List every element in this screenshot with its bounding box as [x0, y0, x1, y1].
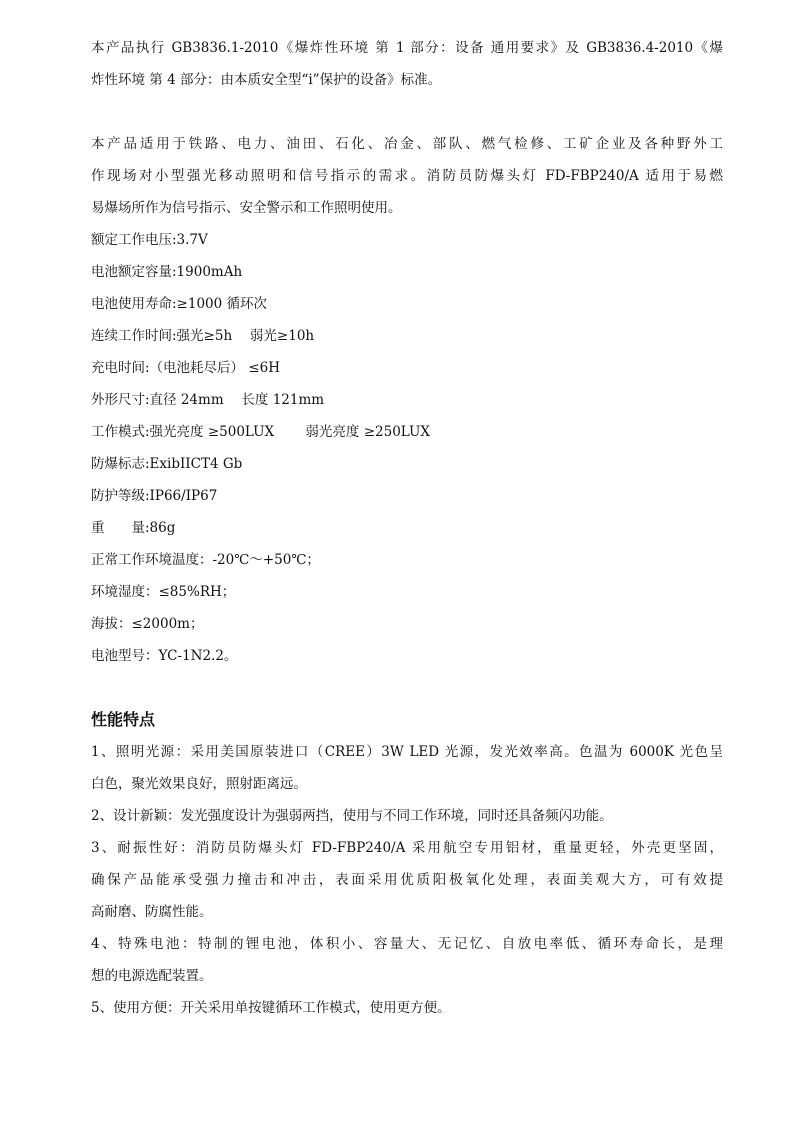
spec-altitude: 海拔：≤2000m；	[91, 616, 204, 632]
spec-ambient-temperature: 正常工作环境温度：-20℃～+50℃；	[91, 552, 320, 568]
feature-line: 4、特殊电池：特制的锂电池，体积小、容量大、无记忆、自放电率低、循环寿命长，是理	[91, 936, 723, 952]
features-heading: 性能特点	[91, 710, 156, 729]
spec-protection-grade: 防护等级:IP66/IP67	[91, 488, 218, 504]
spec-battery-capacity: 电池额定容量:1900mAh	[91, 264, 243, 280]
feature-line: 5、使用方便：开关采用单按键循环工作模式，使用更方便。	[91, 1000, 451, 1016]
feature-line: 3、耐振性好：消防员防爆头灯 FD-FBP240/A 采用航空专用铝材，重量更轻，外壳更坚固，	[91, 840, 723, 856]
application-paragraph-line: 易爆场所作为信号指示、安全警示和工作照明使用。	[91, 200, 402, 216]
spec-humidity: 环境湿度：≤85%RH；	[91, 584, 236, 600]
standard-paragraph-line: 本产品执行 GB3836.1-2010《爆炸性环境 第 1 部分：设备 通用要求》及 GB3836.4-2010《爆	[91, 40, 723, 56]
feature-line: 高耐磨、防腐性能。	[91, 904, 213, 920]
spec-weight: 重 量:86g	[91, 520, 176, 536]
spec-explosion-mark: 防爆标志:ExibIICT4 Gb	[91, 456, 243, 472]
spec-battery-life: 电池使用寿命:≥1000 循环次	[91, 296, 268, 312]
application-paragraph-line: 本产品适用于铁路、电力、油田、石化、冶金、部队、燃气检修、工矿企业及各种野外工	[91, 136, 723, 152]
spec-battery-model: 电池型号：YC-1N2.2。	[91, 648, 238, 664]
feature-line: 确保产品能承受强力撞击和冲击，表面采用优质阳极氧化处理，表面美观大方，可有效提	[91, 872, 723, 888]
spec-charge-time: 充电时间:（电池耗尽后） ≤6H	[91, 360, 281, 376]
spec-work-mode: 工作模式:强光亮度 ≥500LUX 弱光亮度 ≥250LUX	[91, 424, 431, 440]
feature-line: 1、照明光源：采用美国原装进口（CREE）3W LED 光源，发光效率高。色温为 6000K 光色呈	[91, 744, 723, 760]
spec-dimensions: 外形尺寸:直径 24mm 长度 121mm	[91, 392, 325, 408]
standard-paragraph-line: 炸性环境 第 4 部分：由本质安全型“i”保护的设备》标准。	[91, 72, 442, 88]
feature-line: 白色，聚光效果良好，照射距离远。	[91, 776, 307, 792]
feature-line: 2、设计新颖：发光强度设计为强弱两挡，使用与不同工作环境，同时还具备频闪功能。	[91, 808, 613, 824]
feature-line: 想的电源选配装置。	[91, 968, 213, 984]
application-paragraph-line: 作现场对小型强光移动照明和信号指示的需求。消防员防爆头灯 FD-FBP240/A 适用于易燃	[91, 168, 723, 184]
spec-working-time: 连续工作时间:强光≥5h 弱光≥10h	[91, 328, 315, 344]
spec-rated-voltage: 额定工作电压:3.7V	[91, 232, 208, 248]
